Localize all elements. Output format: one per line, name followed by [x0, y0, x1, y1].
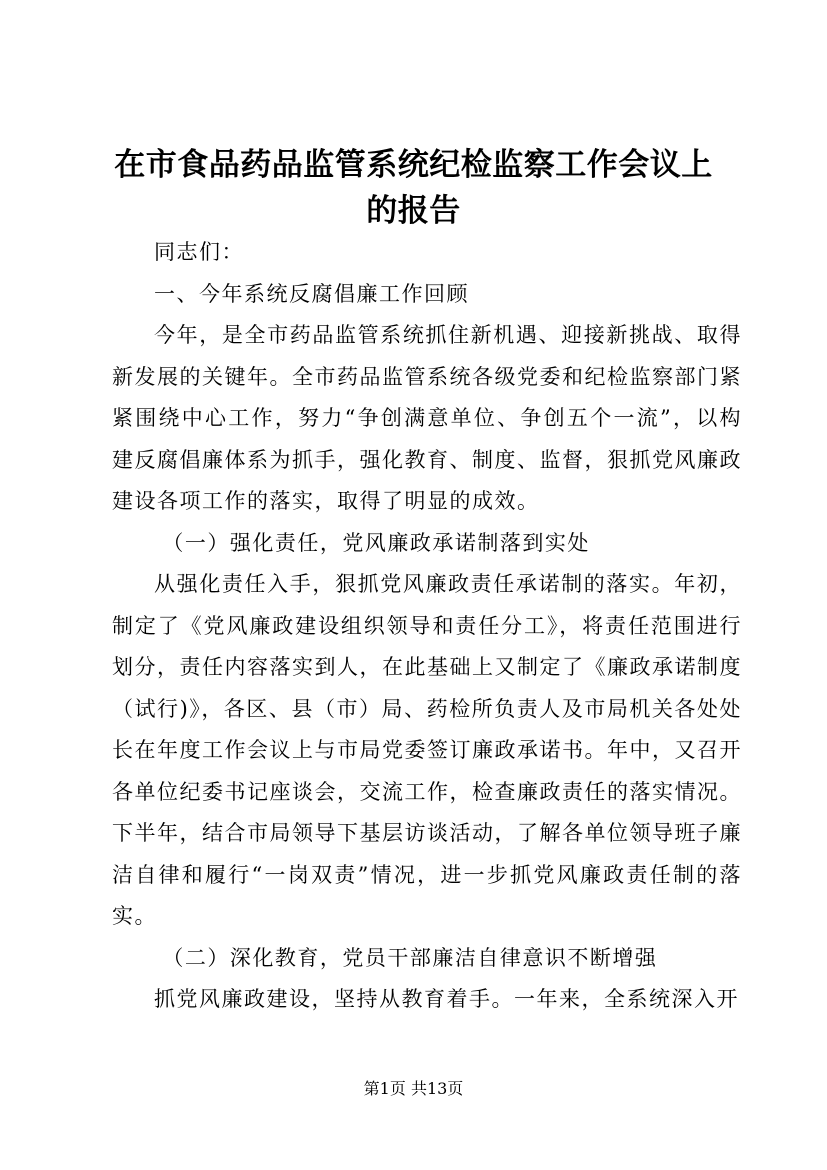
salutation: 同志们：: [154, 240, 244, 264]
paragraph: 从强化责任入手，狠抓党风廉政责任承诺制的落实。年初，制定了《党风廉政建设组织领导和责任分工》，将责任范围进行划分，责任内容落实到人，在此基础上又制定了《廉政承诺制度（试行)》，各区、县（市）局、药检所负责人及市局机关各处处长在年度工作会议上与市局党委签订廉政承诺书。年中，又召开各单位纪委书记座谈会，交流工作，检查廉政责任的落实情况。下半年，结合市局领导下基层访谈活动，了解各单位领导班子廉洁自律和履行“一岗双责”情况，进一步抓党风廉政责任制的落实。: [112, 572, 742, 928]
document-body: [112, 232, 742, 1021]
section-heading: 一、今年系统反腐倡廉工作回顾: [154, 281, 469, 306]
subsection-heading: （一）强化责任，党风廉政承诺制落到实处: [162, 530, 590, 555]
paragraph: 今年，是全市药品监管系统抓住新机遇、迎接新挑战、取得新发展的关键年。全市药品监管系统各级党委和纪检监察部门紧紧围绕中心工作，努力“争创满意单位、争创五个一流”，以构建反腐倡廉体系为抓手，强化教育、制度、监督，狠抓党风廉政建设各项工作的落实，取得了明显的成效。: [112, 323, 742, 513]
document-title: 在市食品药品监管系统纪检监察工作会议上的报告: [114, 147, 713, 229]
paragraph: 抓党风廉政建设，坚持从教育着手。一年来，全系统深入开: [154, 987, 739, 1011]
subsection-heading: （二）深化教育，党员干部廉洁自律意识不断增强: [162, 945, 658, 970]
page-number-footer: 第1页 共13页: [363, 1079, 464, 1098]
